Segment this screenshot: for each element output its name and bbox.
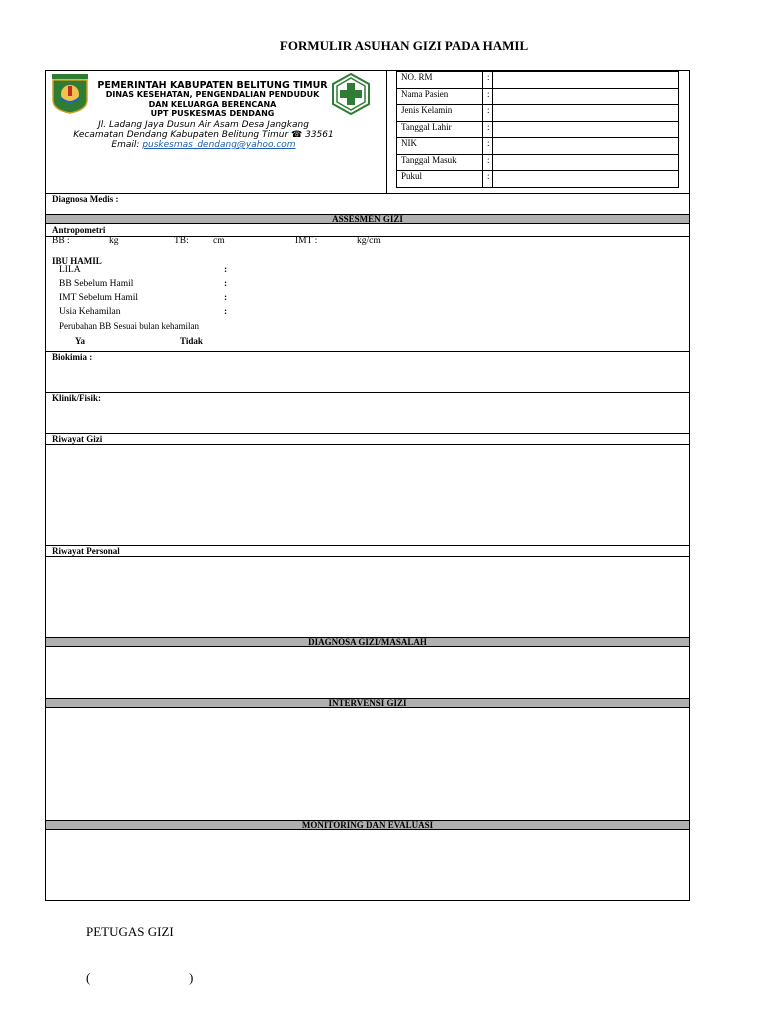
divider	[46, 433, 689, 434]
patient-field-label: Jenis Kelamin	[397, 105, 483, 122]
tb-unit: cm	[213, 236, 225, 246]
bb-unit: kg	[109, 236, 119, 246]
header-line-1: PEMERINTAH KABUPATEN BELITUNG TIMUR	[97, 80, 328, 91]
perubahan-bb-label: Perubahan BB Sesuai bulan kehamilan	[59, 321, 199, 331]
ibu-hamil-label: IBU HAMIL	[52, 256, 102, 266]
header-line-2: DINAS KESEHATAN, PENGENDALIAN PENDUDUK	[105, 90, 320, 99]
patient-field-row	[397, 171, 679, 188]
biokimia-label: Biokimia :	[52, 352, 93, 362]
signature-close-paren: )	[189, 970, 194, 985]
patient-field-separator: :	[483, 171, 493, 188]
patient-field-separator: :	[483, 154, 493, 171]
email-link[interactable]: puskesmas_dendang@yahoo.com	[142, 140, 296, 150]
patient-field-label: Nama Pasien	[397, 88, 483, 105]
divider	[46, 351, 689, 352]
patient-field-value[interactable]	[493, 105, 679, 122]
patient-field-separator: :	[483, 72, 493, 89]
antropometri-label: Antropometri	[52, 225, 106, 235]
header-line-4: UPT PUSKESMAS DENDANG	[150, 109, 275, 118]
form-frame	[45, 70, 690, 901]
option-ya[interactable]: Ya	[75, 336, 86, 346]
patient-field-label: Pukul	[397, 171, 483, 188]
bb-sebelum-label: BB Sebelum Hamil	[59, 279, 134, 289]
petugas-gizi-label: PETUGAS GIZI	[86, 924, 174, 939]
patient-field-row	[397, 154, 679, 171]
lila-label: LILA	[59, 265, 81, 275]
divider	[46, 545, 689, 546]
divider	[46, 193, 689, 194]
option-tidak[interactable]: Tidak	[180, 336, 203, 346]
patient-field-separator: :	[483, 121, 493, 138]
patient-field-value[interactable]	[493, 171, 679, 188]
address-line-2: Kecamatan Dendang Kabupaten Belitung Timur ☎ 33561	[73, 130, 334, 140]
imt-unit: kg/cm	[357, 236, 381, 246]
email-line	[66, 140, 341, 150]
patient-field-label: Tanggal Masuk	[397, 154, 483, 171]
diagnosa-gizi-band: DIAGNOSA GIZI/MASALAH	[46, 637, 689, 647]
form-title: FORMULIR ASUHAN GIZI PADA HAMIL	[279, 38, 529, 53]
regency-logo	[51, 74, 89, 114]
colon: :	[224, 307, 228, 317]
riwayat-personal-label: Riwayat Personal	[52, 546, 120, 556]
patient-field-value[interactable]	[493, 154, 679, 171]
patient-field-value[interactable]	[493, 138, 679, 155]
header-divider	[386, 71, 387, 193]
colon: :	[224, 293, 228, 303]
intervensi-gizi-band: INTERVENSI GIZI	[46, 698, 689, 708]
monitoring-evaluasi-band: MONITORING DAN EVALUASI	[46, 820, 689, 830]
diagnosa-medis-label: Diagnosa Medis :	[52, 194, 119, 204]
patient-field-row	[397, 138, 679, 155]
usia-kehamilan-label: Usia Kehamilan	[59, 307, 121, 317]
patient-field-row	[397, 88, 679, 105]
address-line-1: Jl. Ladang Jaya Dusun Air Asam Desa Jangkang	[98, 120, 309, 130]
patient-identity-table	[396, 71, 679, 188]
assesmen-gizi-band: ASSESMEN GIZI	[46, 214, 689, 224]
divider	[46, 556, 689, 557]
patient-field-value[interactable]	[493, 72, 679, 89]
imt-sebelum-label: IMT Sebelum Hamil	[59, 293, 138, 303]
patient-field-label: NO. RM	[397, 72, 483, 89]
patient-field-label: Tanggal Lahir	[397, 121, 483, 138]
divider	[46, 392, 689, 393]
signature-open-paren: (	[86, 970, 91, 985]
colon: :	[224, 265, 228, 275]
tb-label: TB:	[174, 236, 189, 246]
patient-field-row	[397, 105, 679, 122]
patient-field-separator: :	[483, 138, 493, 155]
imt-label: IMT :	[295, 236, 318, 246]
email-label: Email:	[111, 140, 140, 150]
patient-field-label: NIK	[397, 138, 483, 155]
patient-field-separator: :	[483, 105, 493, 122]
klinik-fisik-label: Klinik/Fisik:	[52, 393, 102, 403]
patient-field-row	[397, 121, 679, 138]
patient-field-row	[397, 72, 679, 89]
puskesmas-logo	[330, 73, 372, 115]
bb-label: BB :	[52, 236, 70, 246]
patient-field-separator: :	[483, 88, 493, 105]
divider	[46, 444, 689, 445]
header-line-3: DAN KELUARGA BERENCANA	[148, 100, 277, 109]
patient-field-value[interactable]	[493, 88, 679, 105]
colon: :	[224, 279, 228, 289]
patient-field-value[interactable]	[493, 121, 679, 138]
riwayat-gizi-label: Riwayat Gizi	[52, 434, 103, 444]
